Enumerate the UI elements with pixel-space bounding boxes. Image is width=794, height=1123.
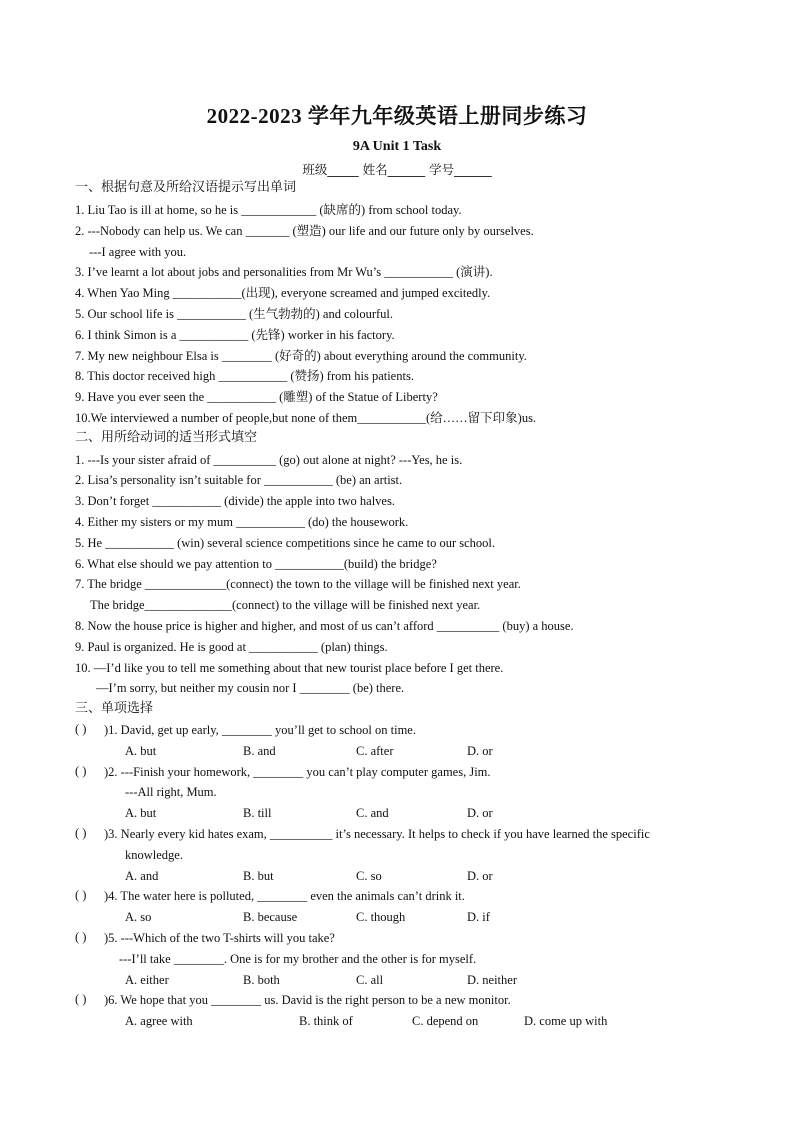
s2-question-3: 3. Don’t forget ___________ (divide) the apple into two halves.	[75, 494, 395, 508]
s1-question-8: 8. This doctor received high ___________ (赞扬) from his patients.	[75, 369, 414, 383]
option-d: D. come up with	[524, 1014, 608, 1028]
option-d: D. or	[467, 744, 493, 758]
option-b: B. think of	[299, 1014, 353, 1028]
answer-bracket: ( )	[75, 764, 87, 778]
s2-question-10: 10. —I’d like you to tell me something about that new tourist place before I get there.	[75, 661, 504, 675]
student-info-line: 班级_____ 姓名______ 学号______	[302, 162, 492, 177]
answer-bracket: ( )	[75, 930, 87, 944]
option-c: C. and	[356, 806, 389, 820]
s2-question-10-reply: —I’m sorry, but neither my cousin nor I ________ (be) there.	[96, 681, 405, 695]
option-b: B. and	[243, 744, 276, 758]
s1-question-3: 3. I’ve learnt a lot about jobs and personalities from Mr Wu’s ___________ (演讲).	[75, 265, 493, 279]
section-3-heading: 三、单项选择	[75, 701, 154, 716]
s2-question-1: 1. ---Is your sister afraid of __________ (go) out alone at night? ---Yes, he is.	[75, 453, 463, 467]
s1-question-6: 6. I think Simon is a ___________ (先锋) worker in his factory.	[75, 328, 395, 342]
s3-question-4: )4. The water here is polluted, ________ even the animals can’t drink it.	[104, 889, 465, 903]
option-d: D. or	[467, 869, 493, 883]
option-c: C. so	[356, 869, 382, 883]
s2-question-9: 9. Paul is organized. He is good at ___________ (plan) things.	[75, 640, 388, 654]
s2-question-4: 4. Either my sisters or my mum ___________ (do) the housework.	[75, 515, 409, 529]
page-title: 2022-2023 学年九年级英语上册同步练习	[206, 104, 588, 128]
option-c: C. depend on	[412, 1014, 479, 1028]
s1-question-4: 4. When Yao Ming ___________(出现), everyone screamed and jumped excitedly.	[75, 286, 491, 300]
option-a: A. so	[125, 910, 152, 924]
unit-subtitle: 9A Unit 1 Task	[352, 139, 442, 154]
s2-question-8: 8. Now the house price is higher and higher, and most of us can’t afford __________ (buy) a house.	[75, 619, 574, 633]
option-a: A. either	[125, 973, 169, 987]
option-b: B. but	[243, 869, 274, 883]
answer-bracket: ( )	[75, 992, 87, 1006]
section-2-heading: 二、用所给动词的适当形式填空	[75, 430, 258, 445]
section-1-heading: 一、根据句意及所给汉语提示写出单词	[75, 180, 297, 195]
s1-question-1: 1. Liu Tao is ill at home, so he is ____________ (缺席的) from school today.	[75, 203, 462, 217]
option-a: A. and	[125, 869, 159, 883]
option-a: A. but	[125, 806, 157, 820]
answer-bracket: ( )	[75, 722, 87, 736]
s3-question-6: )6. We hope that you ________ us. David is the right person to be a new monitor.	[104, 993, 511, 1007]
option-c: C. all	[356, 973, 384, 987]
s1-question-10: 10.We interviewed a number of people,but none of them___________(给……留下印象)us.	[75, 411, 537, 425]
s3-question-5: )5. ---Which of the two T-shirts will you take?	[104, 931, 335, 945]
s3-question-2-reply: ---All right, Mum.	[125, 785, 217, 799]
option-a: A. but	[125, 744, 157, 758]
s2-question-5: 5. He ___________ (win) several science competitions since he came to our school.	[75, 536, 496, 550]
option-b: B. both	[243, 973, 280, 987]
option-d: D. or	[467, 806, 493, 820]
s2-question-7b: The bridge______________(connect) to the village will be finished next year.	[90, 598, 481, 612]
s3-question-1: )1. David, get up early, ________ you’ll get to school on time.	[104, 723, 416, 737]
s3-question-5-reply: ---I’ll take ________. One is for my brother and the other is for myself.	[119, 952, 477, 966]
option-a: A. agree with	[125, 1014, 193, 1028]
s1-question-2-reply: ---I agree with you.	[89, 245, 187, 259]
option-d: D. neither	[467, 973, 517, 987]
option-c: C. though	[356, 910, 406, 924]
s3-question-3: )3. Nearly every kid hates exam, __________ it’s necessary. It helps to check if you have learned the specific	[104, 827, 650, 841]
answer-bracket: ( )	[75, 888, 87, 902]
s2-question-2: 2. Lisa’s personality isn’t suitable for ___________ (be) an artist.	[75, 473, 403, 487]
s1-question-9: 9. Have you ever seen the ___________ (雕塑) of the Statue of Liberty?	[75, 390, 438, 404]
option-c: C. after	[356, 744, 394, 758]
s2-question-6: 6. What else should we pay attention to ___________(build) the bridge?	[75, 557, 437, 571]
s2-question-7: 7. The bridge _____________(connect) the town to the village will be finished next year.	[75, 577, 521, 591]
s1-question-2: 2. ---Nobody can help us. We can _______ (塑造) our life and our future only by ourselves.	[75, 224, 534, 238]
option-b: B. because	[243, 910, 298, 924]
s3-question-3-cont: knowledge.	[125, 848, 183, 862]
answer-bracket: ( )	[75, 826, 87, 840]
option-b: B. till	[243, 806, 272, 820]
option-d: D. if	[467, 910, 490, 924]
s1-question-5: 5. Our school life is ___________ (生气勃勃的) and colourful.	[75, 307, 394, 321]
s1-question-7: 7. My new neighbour Elsa is ________ (好奇的) about everything around the community.	[75, 349, 527, 363]
s3-question-2: )2. ---Finish your homework, ________ you can’t play computer games, Jim.	[104, 765, 491, 779]
